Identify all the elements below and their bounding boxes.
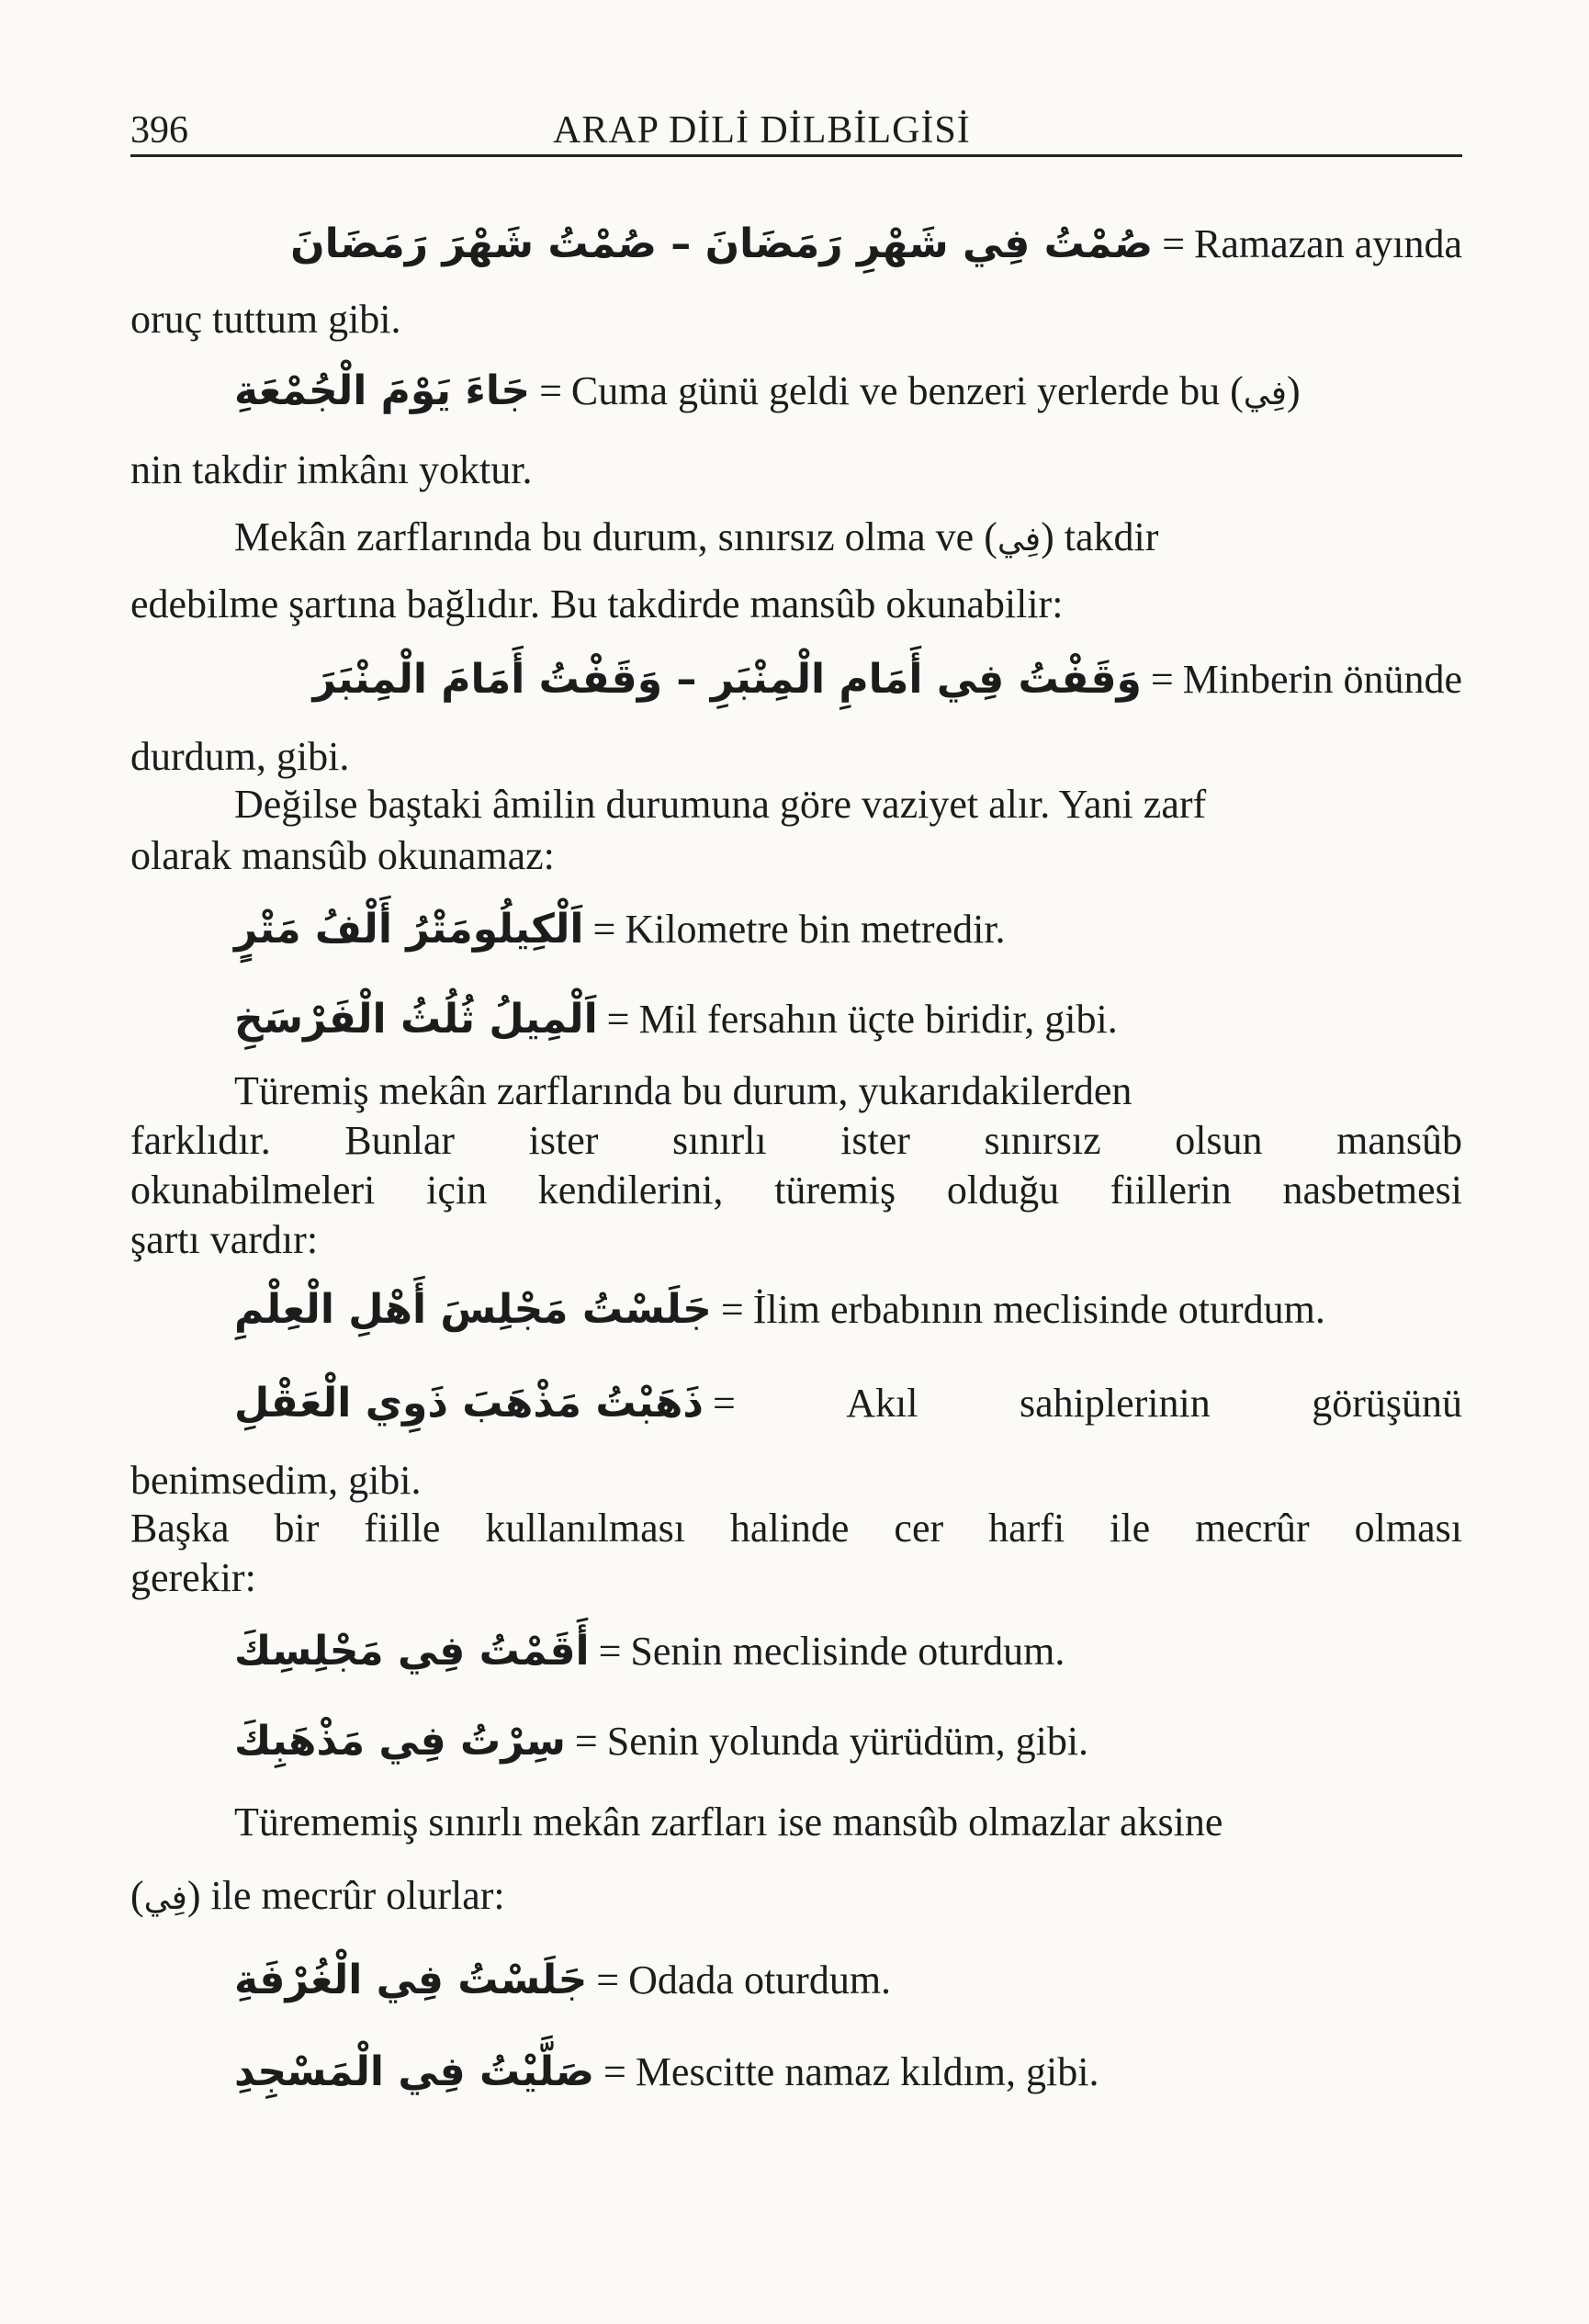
example-ilim: جَلَسْتُ مَجْلِسَ أَهْلِ الْعِلْمِ = İlim erbabının meclisinde oturdum. (234, 1286, 1325, 1333)
arabic-text: صُمْتُ فِي شَهْرِ رَمَضَانَ – صُمْتُ شَهْرَ رَمَضَانَ (290, 220, 1154, 267)
translation: Odada oturdum. (628, 1957, 892, 2002)
arabic-text: جَلَسْتُ مَجْلِسَ أَهْلِ الْعِلْمِ (234, 1286, 712, 1333)
translation: Minberin önünde (1182, 657, 1462, 702)
arabic-text: جَلَسْتُ فِي الْغُرْفَةِ (234, 1957, 588, 2003)
arabic-text: صَلَّيْتُ فِي الْمَسْجِدِ (234, 2048, 594, 2095)
example-kilometre: اَلْكِيلُومَتْرُ أَلْفُ مَتْرٍ = Kilometre bin metredir. (234, 906, 1006, 953)
text-line: gerekir: (130, 1555, 256, 1600)
text-line: Başka bir fiille kullanılması halinde cer harfi ile mecrûr olması (130, 1506, 1462, 1551)
translation: Mil fersahın üçte biridir, gibi. (638, 997, 1118, 1042)
translation: İlim erbabının meclisinde oturdum. (752, 1287, 1325, 1332)
arabic-fi: فِي (1243, 375, 1287, 412)
text-line: benimsedim, gibi. (130, 1458, 422, 1503)
page-number: 396 (130, 109, 188, 152)
paragraph-line: Mekân zarflarında bu durum, sınırsız olma ve (فِي) takdir (234, 514, 1159, 559)
translation: Mescitte namaz kıldım, gibi. (635, 2049, 1099, 2094)
arabic-text: سِرْتُ فِي مَذْهَبِكَ (234, 1718, 566, 1765)
example-minber: وَقَفْتُ فِي أَمَامِ الْمِنْبَرِ – وَقَفْتُ أَمَامَ الْمِنْبَرَ = Minberin önünde (312, 656, 1462, 703)
translation: Ramazan ayında (1194, 221, 1462, 266)
example-oda: جَلَسْتُ فِي الْغُرْفَةِ = Odada oturdum. (234, 1957, 892, 2003)
text-line: şartı vardır: (130, 1217, 319, 1262)
translation: Kilometre bin metredir. (625, 907, 1006, 952)
paragraph-line: Türememiş sınırlı mekân zarfları ise mansûb olmazlar aksine (234, 1799, 1223, 1845)
example-mil: اَلْمِيلُ ثُلُثُ الْفَرْسَخِ = Mil fersahın üçte biridir, gibi. (234, 996, 1118, 1043)
arabic-fi: فِي (143, 1879, 187, 1917)
text-line: durdum, gibi. (130, 734, 350, 779)
paragraph-line: Türemiş mekân zarflarında bu durum, yukarıdakilerden (234, 1068, 1133, 1113)
example-meclis: أَقَمْتُ فِي مَجْلِسِكَ = Senin meclisinde oturdum. (234, 1628, 1065, 1675)
arabic-text: اَلْمِيلُ ثُلُثُ الْفَرْسَخِ (234, 996, 598, 1043)
arabic-text: اَلْكِيلُومَتْرُ أَلْفُ مَتْرٍ (234, 906, 584, 953)
text-line: oruç tuttum gibi. (130, 297, 401, 342)
example-cuma: جَاءَ يَوْمَ الْجُمْعَةِ = Cuma günü geldi ve benzeri yerlerde bu (فِي) (234, 367, 1301, 414)
page-header (130, 103, 1462, 157)
example-akil: ذَهَبْتُ مَذْهَبَ ذَوِي الْعَقْلِ = Akıl sahiplerinin görüşünü (234, 1380, 1462, 1427)
arabic-text: جَاءَ يَوْمَ الْجُمْعَةِ (234, 367, 531, 414)
translation: Senin yolunda yürüdüm, gibi. (606, 1719, 1089, 1764)
arabic-text: أَقَمْتُ فِي مَجْلِسِكَ (234, 1628, 590, 1675)
example-mescit: صَلَّيْتُ فِي الْمَسْجِدِ = Mescitte namaz kıldım, gibi. (234, 2048, 1099, 2095)
arabic-text: ذَهَبْتُ مَذْهَبَ ذَوِي الْعَقْلِ (234, 1380, 704, 1427)
text-line: farklıdır. Bunlar ister sınırlı ister sınırsız olsun mansûb (130, 1118, 1462, 1163)
paragraph-line: Değilse baştaki âmilin durumuna göre vaziyet alır. Yani zarf (234, 782, 1207, 827)
arabic-fi: فِي (997, 521, 1042, 558)
text-line: (فِي) ile mecrûr olurlar: (130, 1873, 505, 1918)
translation: Cuma günü geldi ve benzeri yerlerde bu ( (570, 368, 1244, 413)
text-line: nin takdir imkânı yoktur. (130, 447, 533, 492)
running-title: ARAP DİLİ DİLBİLGİSİ (553, 109, 971, 152)
arabic-text: وَقَفْتُ فِي أَمَامِ الْمِنْبَرِ – وَقَفْتُ أَمَامَ الْمِنْبَرَ (312, 656, 1142, 703)
translation: Senin meclisinde oturdum. (630, 1629, 1065, 1674)
text-line: edebilme şartına bağlıdır. Bu takdirde mansûb okunabilir: (130, 581, 1064, 626)
text-line: okunabilmeleri için kendilerini, türemiş olduğu fiillerin nasbetmesi (130, 1168, 1462, 1213)
text-line: olarak mansûb okunamaz: (130, 833, 555, 878)
example-yol: سِرْتُ فِي مَذْهَبِكَ = Senin yolunda yürüdüm, gibi. (234, 1718, 1089, 1765)
example-ramazan: صُمْتُ فِي شَهْرِ رَمَضَانَ – صُمْتُ شَهْرَ رَمَضَانَ = Ramazan ayında (290, 220, 1462, 267)
